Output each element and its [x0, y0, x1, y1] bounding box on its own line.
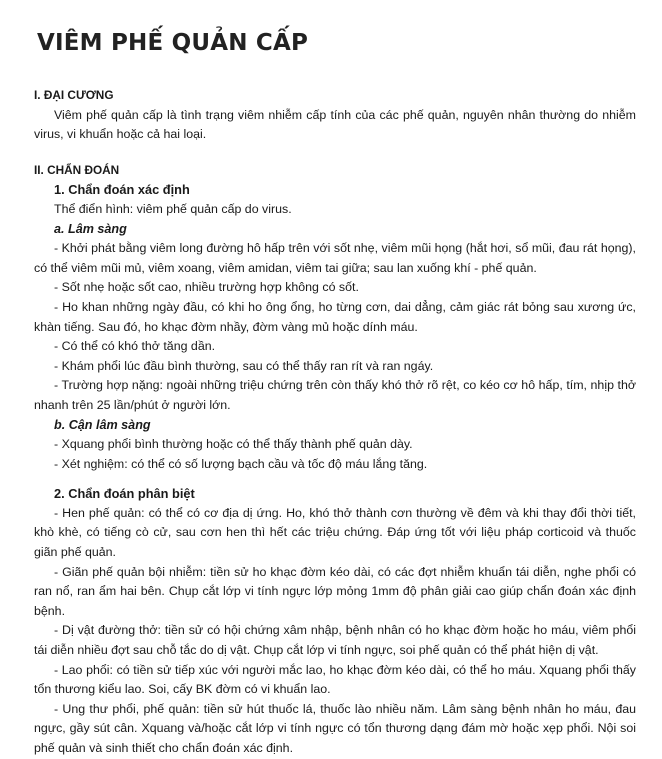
section-heading-chan-doan: II. CHẨN ĐOÁN — [34, 162, 120, 177]
phan-biet-item: - Giãn phế quản bội nhiễm: tiền sử ho khạc đờm kéo dài, có các đợt nhiễm khuẩn tái diễn, nghe phổi có ran nổ, ran ẩm hai bên. Chụp cắt lớp vi tính ngực lớp mỏng 1mm độ phân giải cao giúp chẩn đoán xác định bệnh. — [34, 564, 636, 618]
can-lam-sang-item: - Xét nghiệm: có thể có số lượng bạch cầu và tốc độ máu lắng tăng. — [54, 456, 428, 471]
subheading-chan-doan-xac-dinh: 1. Chẩn đoán xác định — [54, 182, 190, 198]
lam-sang-item: - Khởi phát bằng viêm long đường hô hấp trên với sốt nhẹ, viêm mũi họng (hắt hơi, sổ mũi, đau rát họng), có thể viêm mũi mủ, viêm xoang, viêm amidan, viêm tai giữa; sau lan xuống khí - phế quản. — [34, 241, 636, 275]
section-heading-dai-cuong: I. ĐẠI CƯƠNG — [34, 88, 114, 102]
can-lam-sang-item: - Xquang phổi bình thường hoặc có thể thấy thành phế quản dày. — [54, 437, 413, 452]
dai-cuong-paragraph: Viêm phế quản cấp là tình trạng viêm nhiễm cấp tính của các phế quản, nguyên nhân thường do nhiễm virus, vi khuẩn hoặc cả hai loại. — [34, 107, 636, 142]
subheading-chan-doan-phan-biet: 2. Chẩn đoán phân biệt — [54, 486, 195, 502]
subheading-can-lam-sang: b. Cận lâm sàng — [54, 417, 151, 432]
lam-sang-item: - Sốt nhẹ hoặc sốt cao, nhiều trường hợp không có sốt. — [54, 280, 359, 295]
lam-sang-item: - Trường hợp nặng: ngoài những triệu chứng trên còn thấy khó thở rõ rệt, co kéo cơ hô hấp, tím, nhịp thở nhanh trên 25 lần/phút ở người lớn. — [34, 378, 636, 412]
intro-paragraph: Thể điển hình: viêm phế quản cấp do virus. — [54, 201, 292, 216]
phan-biet-item: - Lao phổi: có tiền sử tiếp xúc với người mắc lao, ho khạc đờm kéo dài, có thể ho máu. Xquang phổi thấy tổn thương kiểu lao. Soi, cấy BK đờm có vi khuẩn lao. — [34, 662, 636, 697]
page-title: VIÊM PHẾ QUẢN CẤP — [37, 30, 309, 56]
phan-biet-item: - Dị vật đường thở: tiền sử có hội chứng xâm nhập, bệnh nhân có ho khạc đờm hoặc ho máu, viêm phổi tái diễn nhiều đợt sau chỗ tắc do dị vật. Chụp cắt lớp vi tính ngực, soi phế quản có thể phát hiện dị vật. — [34, 623, 636, 658]
lam-sang-item: - Ho khan những ngày đầu, có khi ho ông ổng, ho từng cơn, dai dẳng, cảm giác rát bỏng sau xương ức, khàn tiếng. Sau đó, ho khạc đờm nhầy, đờm vàng mủ hoặc dính máu. — [34, 299, 636, 334]
phan-biet-item: - Hen phế quản: có thể có cơ địa dị ứng. Ho, khó thở thành cơn thường về đêm và khi thay đổi thời tiết, khò khè, có tiếng cò cử, sau cơn hen thì hết các triệu chứng. Đáp ứng tốt với liệu pháp corticoid và thuốc giãn phế quản. — [34, 505, 636, 560]
phan-biet-item: - Ung thư phổi, phế quản: tiền sử hút thuốc lá, thuốc lào nhiều năm. Lâm sàng bệnh nhân ho máu, đau ngực, gầy sút cân. Xquang và/hoặc cắt lớp vi tính ngực có tổn thương dạng đám mờ hoặc xẹp phổi. Nội soi phế quản và sinh thiết cho chẩn đoán xác định. — [34, 701, 636, 755]
lam-sang-item: - Có thể có khó thở tăng dần. — [54, 339, 216, 354]
lam-sang-item: - Khám phổi lúc đầu bình thường, sau có thể thấy ran rít và ran ngáy. — [54, 358, 434, 373]
subheading-lam-sang: a. Lâm sàng — [54, 221, 127, 236]
document-body — [34, 86, 636, 759]
